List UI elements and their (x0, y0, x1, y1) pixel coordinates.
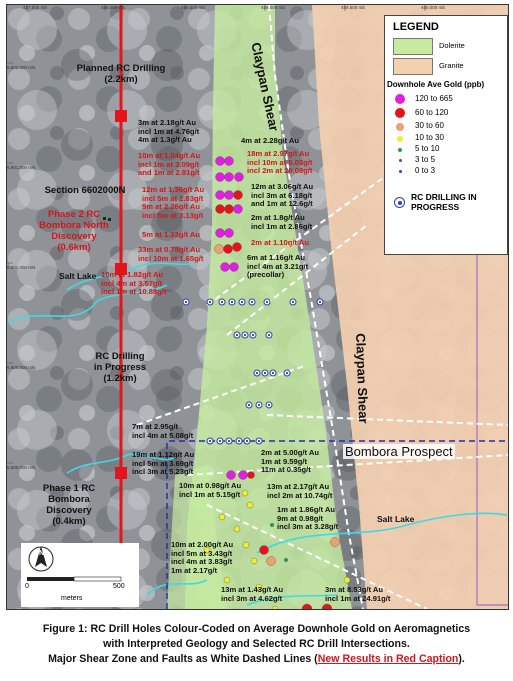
intercept-label: 19m at 1.12g/t Au incl 5m at 3.69g/t incl 3m at 5.23g/t (132, 450, 195, 477)
gold-class-swatch (397, 136, 403, 142)
phase1-label: Phase 1 RC Bombora Discovery (0.4km) (42, 483, 96, 527)
intercept-label: 10m at 0.98g/t Au incl 1m at 5.15g/t (179, 481, 242, 499)
north-letter: N (39, 550, 45, 557)
northing-label: 6,602,000 mN (7, 65, 36, 70)
granite-swatch (393, 58, 433, 75)
easting-label: 459,500 mE (341, 5, 366, 10)
map-panel (6, 4, 509, 610)
gold-class-swatch (398, 148, 402, 152)
gold-legend-title: Downhole Ave Gold (ppb) (387, 80, 485, 89)
legend (384, 15, 508, 255)
phase2-label: Phase 2 RC Bombora North Discovery (0.6km) (39, 209, 109, 253)
intercept-label: 13m at 2.17g/t Au incl 2m at 10.74g/t (267, 482, 333, 500)
section-label: Section 6602000N (44, 185, 126, 196)
dolerite-swatch (393, 38, 433, 55)
easting-label: 458,500 mE (181, 5, 206, 10)
drilling-progress-label: RC Drilling in Progress (1.2km) (93, 351, 147, 384)
gold-class-swatch (395, 108, 405, 118)
caption-line-1: Figure 1: RC Drill Holes Colour-Coded on Average Downhole Gold on Aeromagnetics (42, 623, 471, 635)
intercept-label-new: 18m at 2.97g/t Au incl 10m at 5.03g/t incl 2m at 20.09g/t (247, 149, 313, 176)
planned-drilling-label: Planned RC Drilling (2.2km) (76, 63, 166, 85)
intercept-label-new: 12m at 1.36g/t Au incl 5m at 2.83g/t 9m at 2.26g/t Au incl 5m at 3.13g/t (142, 185, 205, 220)
intercept-label: 12m at 3.06g/t Au incl 3m at 6.18g/t and 1m at 12.6g/t (251, 182, 314, 209)
dolerite-label: Dolerite (439, 41, 465, 50)
caption-line-3-post: ). (458, 653, 465, 665)
scale-bar (21, 543, 139, 607)
northing-label: 6,600,000 mN (7, 465, 36, 470)
salt-lake-label: Salt Lake (59, 271, 97, 281)
scale-max: 500 (113, 583, 125, 590)
claypan-shear-label: Claypan Shear (353, 333, 372, 424)
intercept-label-new: 33m at 0.78g/t Au incl 10m at 1.65g/t (138, 245, 204, 263)
intercept-label: 6m at 1.16g/t Au incl 4m at 3.21g/t (precollar) (247, 253, 309, 280)
intercept-label-new: 10m at 1.04g/t Au incl 1m at 3.09g/t and 1m at 2.81g/t (138, 151, 201, 178)
gold-class-label: 3 to 5 (415, 155, 436, 164)
bombora-prospect-label: Bombora Prospect (345, 444, 453, 459)
intercept-label: 10m at 2.00g/t Au incl 5m at 3.43g/t incl 4m at 3.83g/t 1m at 2.17g/t (171, 540, 234, 575)
easting-label: 457,500 mE (23, 5, 48, 10)
gold-class-label: 10 to 30 (415, 133, 444, 142)
gold-class-swatch (396, 123, 404, 131)
northing-label: 6,600,500 mN (7, 365, 36, 370)
intercept-label-new: 10m at 1.82g/t Au incl 4m at 3.57g/t incl 1m at 10.88g/t (101, 270, 167, 297)
easting-label: 458,000 mE (101, 5, 126, 10)
intercept-label: 4m at 2.28g/t Au (241, 136, 299, 145)
rc-progress-label: RC DRILLING IN PROGRESS (411, 192, 477, 212)
scale-zero: 0 (25, 583, 29, 590)
gold-class-swatch (399, 170, 402, 173)
rc-progress-swatch-center (398, 201, 402, 205)
gold-class-label: 60 to 120 (415, 108, 449, 117)
legend-title: LEGEND (393, 21, 439, 33)
granite-label: Granite (439, 61, 464, 70)
gold-class-swatch (399, 159, 402, 162)
gold-class-label: 0 to 3 (415, 166, 436, 175)
figure-caption (6, 622, 507, 667)
intercept-label: 1m at 1.86g/t Au 9m at 0.98g/t incl 3m at 3.28g/t (277, 505, 339, 532)
scale-unit: meters (61, 595, 83, 602)
easting-label: 460,000 mE (421, 5, 446, 10)
caption-line-3 (6, 652, 507, 667)
caption-line-3-pre: Major Shear Zone and Faults as White Dashed Lines ( (48, 653, 318, 665)
intercept-label: 13m at 1.43g/t Au incl 3m at 4.62g/t (221, 585, 284, 603)
easting-label: 459,000 mE (261, 5, 286, 10)
northing-label: 6,601,000 mN (7, 265, 36, 270)
claypan-shear-label: Claypan Shear (248, 41, 282, 133)
intercept-label-new: 2m at 1.10g/t Au (251, 238, 309, 247)
gold-class-label: 5 to 10 (415, 144, 440, 153)
intercept-label: 7m at 2.95g/t incl 4m at 5.08g/t (132, 422, 194, 440)
intercept-label-new: 5m at 1.33g/t Au (142, 230, 200, 239)
gold-class-swatch (395, 94, 405, 104)
intercept-label: 3m at 8.53g/t Au incl 1m at 24.91g/t (325, 585, 391, 603)
intercept-label: 2m at 5.00g/t Au 1m at 9.59g/t 11m at 0.35g/t (261, 448, 319, 475)
intercept-label: 2m at 1.8g/t Au incl 1m at 2.86g/t (251, 213, 313, 231)
salt-lake-label: Salt Lake (377, 514, 415, 524)
northing-label: 6,601,500 mN (7, 165, 36, 170)
caption-new-results: New Results in Red Caption (317, 653, 459, 665)
intercept-label: 3m at 2.18g/t Au incl 1m at 4.76g/t 4m at 1.3g/t Au (138, 118, 200, 145)
caption-line-2: with Interpreted Geology and Selected RC Drill Intersections. (103, 638, 410, 650)
gold-class-label: 120 to 665 (415, 94, 453, 103)
gold-class-label: 30 to 60 (415, 121, 444, 130)
